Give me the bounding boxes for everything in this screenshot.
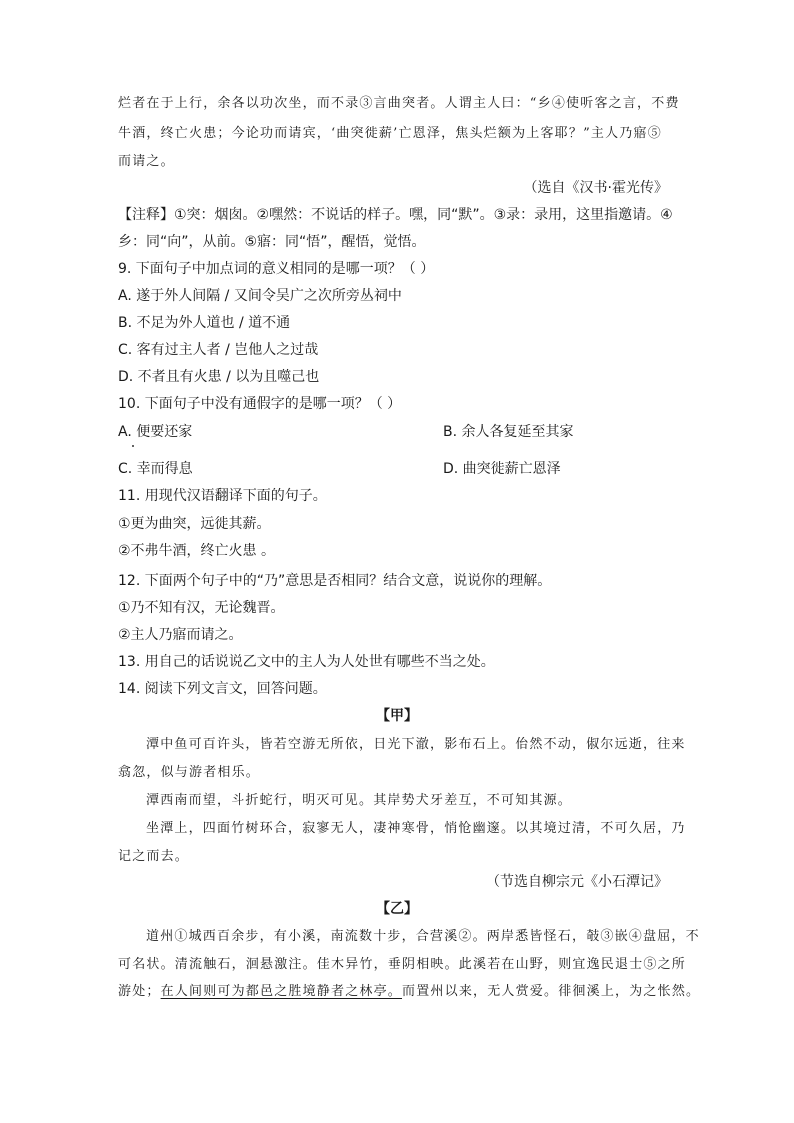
underlined-sentence: 在人间则可为都邑之胜境静者之林亭。 [160,984,403,999]
passage-jia-line: 潭西南而望，斗折蛇行，明灭可见。其岸势犬牙差互，不可知其源。 [146,793,573,808]
notes-line: 乡：同“向”，从前。⑤寤：同“悟”，醒悟，觉悟。 [118,234,426,250]
question-11-sentence-2: ②不弗牛酒，终亡火患 。 [118,543,276,559]
question-10-option-d: D. 曲突徙薪亡恩泽 [443,461,561,477]
passage-jia-line: 潭中鱼可百许头，皆若空游无所依，日光下澈，影布石上。佁然不动，俶尔远逝，往来 [146,737,686,752]
question-9-option-b: B. 不足为外人道也 / 道不通 [118,315,291,331]
question-10-option-b: B. 余人各复延至其家 [443,424,574,440]
passage-yi-text: 而置州以来，无人赏爱。徘徊溪上，为之怅然。 [402,984,701,999]
notes-line: 【注释】①突：烟囱。②嘿然：不说话的样子。嘿，同“默”。③录：录用，这里指邀请。④ [118,207,673,223]
passage-jia-line: 坐潭上，四面竹树环合，寂寥无人，凄神寒骨，悄怆幽邃。以其境过清，不可久居，乃 [146,821,686,836]
question-10-stem: 10. 下面句子中没有通假字的是哪一项？（ ） [118,396,402,412]
passage-yi-line: 道州①城西百余步，有小溪，南流数十步，合营溪②。两岸悉皆怪石，攲③嵌④盘屈，不 [146,929,700,944]
question-13-stem: 13. 用自己的话说说乙文中的主人为人处世有哪些不当之处。 [118,654,495,670]
passage-yi-line [118,982,700,1002]
question-10-option-c: C. 幸而得息 [118,461,193,477]
passage-line: 烂者在于上行，余各以功次坐，而不录③言曲突者。人谓主人曰：“乡④使听客之言，不费 [118,96,680,111]
question-12-sentence-2: ②主人乃寤而请之。 [118,627,243,643]
question-12-sentence-1: ①乃不知有汉，无论魏晋。 [118,600,285,616]
passage-line: 牛酒，终亡火患；今论功而请宾，‘曲突徙薪’亡恩泽，焦头烂额为上客耶？”主人乃寤⑤ [118,126,662,141]
passage-jia-line: 翕忽，似与游者相乐。 [118,765,261,780]
question-10-option-a: A. 便要还家 [118,424,193,440]
passage-yi-text: 游处； [118,984,161,999]
question-9-stem: 9. 下面句子中加点词的意义相同的是哪一项？（ ） [118,261,435,277]
question-11-sentence-1: ①更为曲突，远徙其薪。 [118,516,271,532]
passage-yi-title: 【乙】 [376,901,418,917]
passage-jia-line: 记之而去。 [118,849,190,864]
question-9-option-c: C. 客有过主人者 / 岂他人之过哉 [118,342,319,358]
question-11-stem: 11. 用现代汉语翻译下面的句子。 [118,488,327,504]
passage-line: 而请之。 [118,154,175,169]
question-14-stem: 14. 阅读下列文言文，回答问题。 [118,681,327,697]
passage-yi-line: 可名状。清流触石，洄悬激注。佳木异竹，垂阴相映。此溪若在山野，则宜逸民退士⑤之所 [118,957,687,972]
passage-jia-title: 【甲】 [376,708,418,724]
passage-source: （选自《汉书·霍光传》 [523,180,668,196]
question-9-option-d: D. 不者且有火患 / 以为且噬己也 [118,369,320,385]
question-9-option-a: A. 遂于外人间隔 / 又间令吴广之次所旁丛祠中 [118,288,402,304]
passage-jia-source: （节选自柳宗元《小石潭记》 [486,874,668,890]
question-12-stem: 12. 下面两个句子中的“乃”意思是否相同？结合文意，说说你的理解。 [118,573,552,589]
stray-dot-mark [132,445,134,447]
